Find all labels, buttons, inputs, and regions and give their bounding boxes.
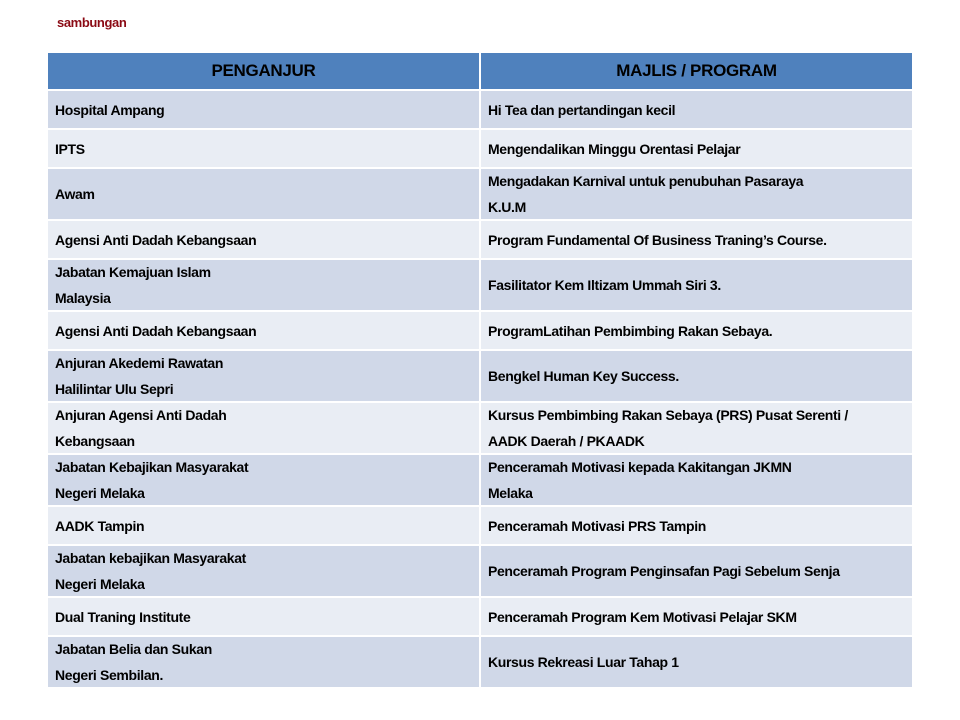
program-table	[48, 53, 912, 687]
cell-program: Mengendalikan Minggu Orentasi Pelajar	[481, 130, 912, 167]
cell-program: Kursus Pembimbing Rakan Sebaya (PRS) Pusat Serenti / AADK Daerah / PKAADK	[481, 403, 912, 453]
header-penganjur: PENGANJUR	[48, 53, 479, 89]
cell-program: Penceramah Motivasi PRS Tampin	[481, 507, 912, 544]
cell-penganjur: Jabatan Kebajikan Masyarakat Negeri Melaka	[48, 455, 479, 505]
cell-penganjur: Agensi Anti Dadah Kebangsaan	[48, 221, 479, 258]
cell-penganjur: IPTS	[48, 130, 479, 167]
cell-penganjur: AADK Tampin	[48, 507, 479, 544]
cell-program: Bengkel Human Key Success.	[481, 351, 912, 401]
cell-program: Kursus Rekreasi Luar Tahap 1	[481, 637, 912, 687]
cell-penganjur: Awam	[48, 169, 479, 219]
cell-program: ProgramLatihan Pembimbing Rakan Sebaya.	[481, 312, 912, 349]
header-majlis-program: MAJLIS / PROGRAM	[481, 53, 912, 89]
cell-program: Penceramah Program Kem Motivasi Pelajar SKM	[481, 598, 912, 635]
cell-penganjur: Jabatan kebajikan Masyarakat Negeri Melaka	[48, 546, 479, 596]
cell-program: Program Fundamental Of Business Traning’s Course.	[481, 221, 912, 258]
cell-program: Penceramah Motivasi kepada Kakitangan JKMN Melaka	[481, 455, 912, 505]
cell-program: Penceramah Program Penginsafan Pagi Sebelum Senja	[481, 546, 912, 596]
cell-penganjur: Dual Traning Institute	[48, 598, 479, 635]
subtitle: sambungan	[57, 15, 127, 30]
cell-penganjur: Jabatan Kemajuan Islam Malaysia	[48, 260, 479, 310]
cell-program: Fasilitator Kem Iltizam Ummah Siri 3.	[481, 260, 912, 310]
cell-penganjur: Jabatan Belia dan Sukan Negeri Sembilan.	[48, 637, 479, 687]
cell-program: Mengadakan Karnival untuk penubuhan Pasaraya K.U.M	[481, 169, 912, 219]
cell-penganjur: Anjuran Akedemi Rawatan Halilintar Ulu Sepri	[48, 351, 479, 401]
cell-penganjur: Hospital Ampang	[48, 91, 479, 128]
cell-penganjur: Anjuran Agensi Anti Dadah Kebangsaan	[48, 403, 479, 453]
cell-penganjur: Agensi Anti Dadah Kebangsaan	[48, 312, 479, 349]
cell-program: Hi Tea dan pertandingan kecil	[481, 91, 912, 128]
